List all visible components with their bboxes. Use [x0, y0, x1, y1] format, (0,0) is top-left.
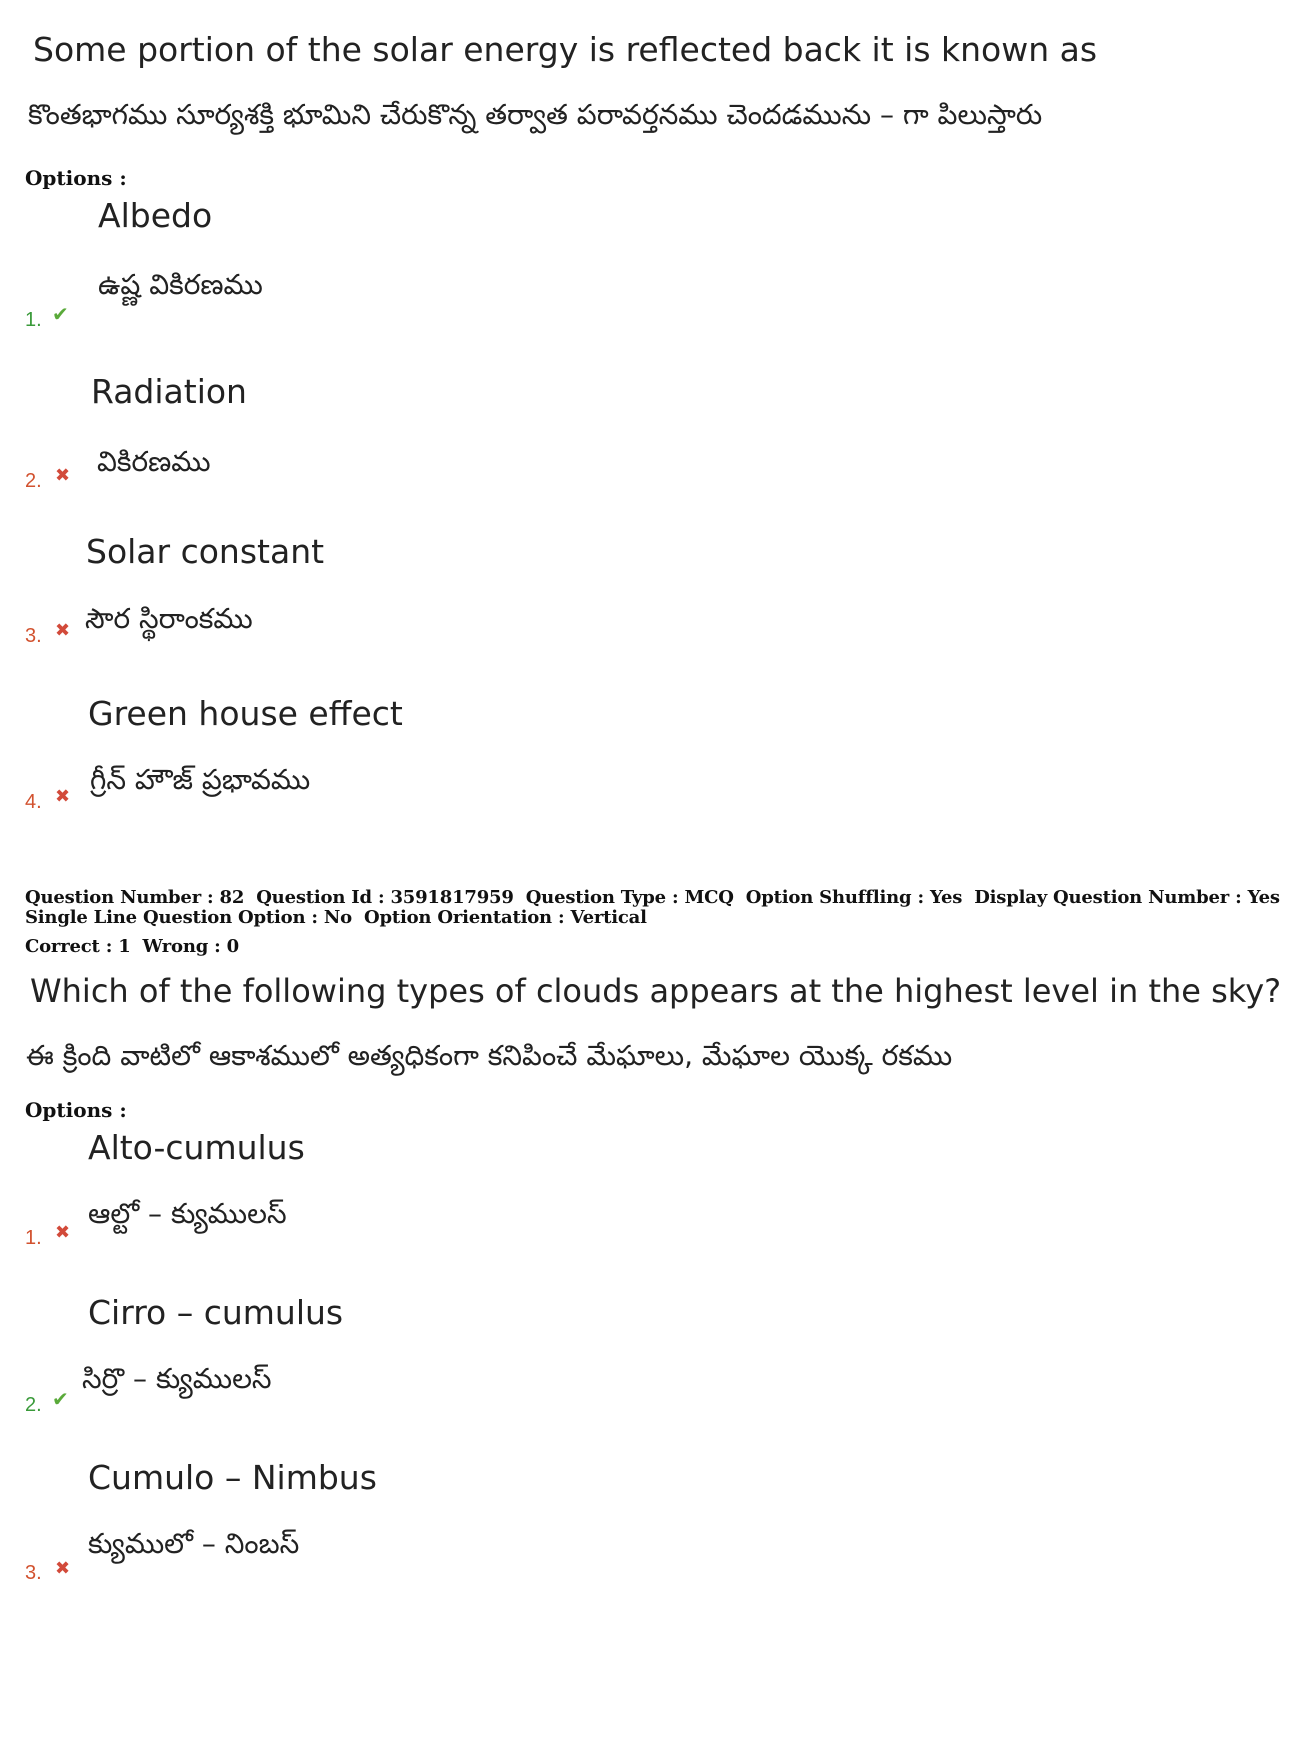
option-number: 3.	[25, 625, 42, 647]
cross-icon: ✖	[55, 1222, 71, 1243]
option-text-te: సౌర స్థిరాంకము	[85, 602, 253, 635]
option-orientation: Option Orientation : Vertical	[363, 907, 647, 928]
display-question-number: Display Question Number : Yes	[974, 887, 1280, 908]
cross-icon: ✖	[55, 620, 71, 641]
option-text-en: Green house effect	[88, 694, 403, 733]
option-shuffling: Option Shuffling : Yes	[745, 887, 963, 908]
marks-correct: Correct : 1	[25, 936, 131, 957]
option-number: 4.	[25, 791, 42, 813]
question-text-en: Which of the following types of clouds appears at the highest level in the sky?	[30, 972, 1282, 1010]
options-label: Options :	[25, 1098, 127, 1122]
option-text-en: Radiation	[91, 372, 247, 411]
option-text-en: Albedo	[98, 196, 213, 235]
option-text-en: Solar constant	[86, 532, 325, 571]
option-text-te: ఆల్టో – క్యుములస్	[88, 1197, 287, 1230]
question-text-te: ఈ క్రింది వాటిలో ఆకాశములో అత్యధికంగా కనిపించే మేఘాలు, మేఘాల యొక్క రకము	[26, 1039, 953, 1072]
option-number: 3.	[25, 1562, 42, 1584]
check-icon: ✔	[52, 302, 69, 326]
question-text-te: కొంతభాగము సూర్యశక్తి భూమిని చేరుకొన్న తర్వాత పరావర్తనము చెందడమును – గా పిలుస్తారు	[28, 98, 1043, 131]
option-number: 2.	[25, 470, 42, 492]
option-text-te: ఉష్ణ వికిరణము	[98, 268, 263, 301]
option-text-te: క్యుములో – నింబస్	[88, 1527, 300, 1560]
question-meta-line-2	[25, 907, 659, 928]
option-number: 1.	[25, 309, 42, 331]
cross-icon: ✖	[55, 1558, 71, 1579]
option-number: 1.	[25, 1227, 42, 1249]
check-icon: ✔	[52, 1387, 69, 1411]
question-number: Question Number : 82	[25, 887, 245, 908]
option-text-te: సిర్రొ – క్యుములస్	[82, 1362, 272, 1395]
option-text-te: వికిరణము	[97, 445, 211, 478]
marks-wrong: Wrong : 0	[142, 936, 240, 957]
question-id: Question Id : 3591817959	[256, 887, 514, 908]
option-text-en: Cirro – cumulus	[88, 1293, 344, 1332]
question-type: Question Type : MCQ	[525, 887, 734, 908]
cross-icon: ✖	[55, 786, 71, 807]
cross-icon: ✖	[55, 465, 71, 486]
question-meta-line-1	[25, 887, 1292, 908]
option-text-te: గ్రీన్ హౌజ్ ప్రభావము	[90, 763, 311, 796]
options-label: Options :	[25, 166, 127, 190]
single-line-option: Single Line Question Option : No	[25, 907, 352, 928]
question-text-en: Some portion of the solar energy is reflected back it is known as	[33, 30, 1098, 69]
option-text-en: Alto-cumulus	[88, 1128, 305, 1167]
option-number: 2.	[25, 1394, 42, 1416]
question-marks	[25, 936, 251, 957]
option-text-en: Cumulo – Nimbus	[88, 1458, 377, 1497]
